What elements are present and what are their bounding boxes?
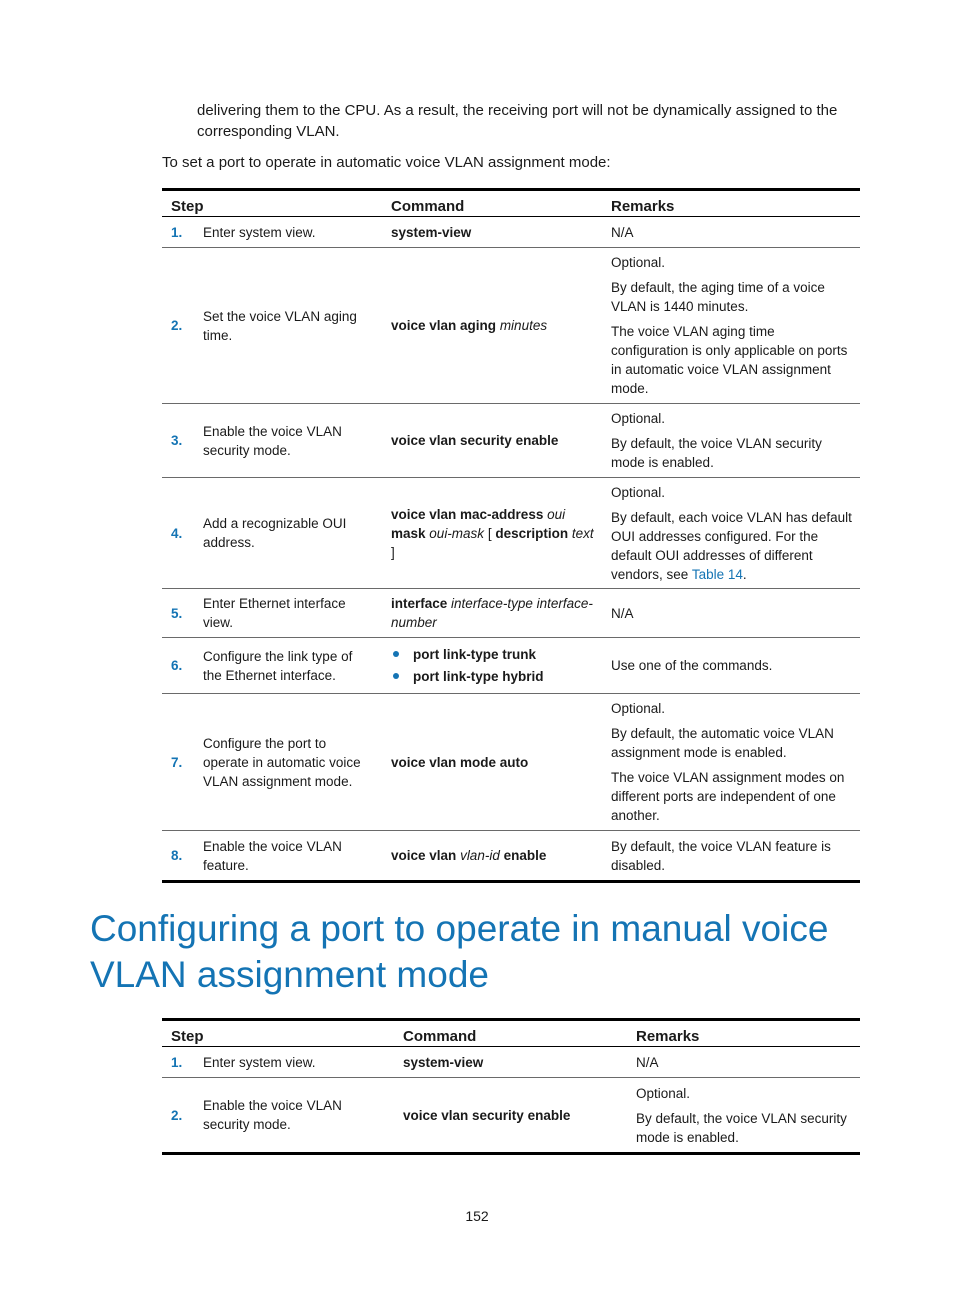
table-header-row — [162, 190, 860, 217]
step-description: Enter system view. — [203, 1054, 316, 1070]
table-row — [162, 638, 860, 694]
table-14-link[interactable]: Table 14 — [691, 566, 743, 582]
step-description: Enable the voice VLAN feature. — [203, 838, 342, 873]
step-description: Set the voice VLAN aging time. — [203, 308, 357, 343]
command-cell: voice vlan security enable — [391, 433, 559, 448]
continuation-paragraph: delivering them to the CPU. As a result, the receiving port will not be dynamically assigned to the corresponding VLAN. — [197, 102, 838, 140]
command-option: port link-type trunk — [391, 645, 594, 664]
command-cell: interface interface-type interface-number — [391, 596, 593, 630]
section-heading: Configuring a port to operate in manual voice VLAN assignment mode — [90, 908, 829, 995]
table-row — [162, 589, 860, 638]
remarks-cell: Optional. By default, the automatic voice VLAN assignment mode is enabled. The voice VLAN assignment modes on different ports are independent of one another. — [611, 701, 845, 823]
command-cell: voice vlan vlan-id enable — [391, 848, 547, 863]
remarks-cell: Optional. By default, each voice VLAN has default OUI addresses configured. For the default OUI addresses of different vendors, see Table 14. — [611, 484, 852, 582]
header-step: Step — [171, 198, 204, 215]
table-row — [162, 404, 860, 478]
step-number: 1. — [171, 1054, 183, 1070]
remarks-cell: N/A — [636, 1054, 659, 1070]
step-number: 5. — [171, 605, 183, 621]
step-number: 6. — [171, 658, 183, 673]
command-cell: voice vlan mode auto — [391, 754, 529, 770]
remarks-cell: By default, the voice VLAN feature is disabled. — [611, 838, 831, 873]
page-number: 152 — [465, 1208, 489, 1224]
automatic-mode-steps-table — [162, 188, 860, 883]
step-number: 8. — [171, 848, 183, 863]
step-description: Add a recognizable OUI address. — [203, 516, 347, 550]
remarks-cell: N/A — [611, 224, 634, 240]
table-row — [162, 1047, 860, 1078]
header-step: Step — [171, 1028, 204, 1045]
header-command: Command — [403, 1028, 477, 1045]
command-cell: voice vlan mac-address oui mask oui-mask [ description text ] — [391, 506, 594, 560]
remarks-cell: Optional. By default, the voice VLAN security mode is enabled. — [611, 411, 822, 470]
command-cell: system-view — [403, 1054, 484, 1070]
step-number: 7. — [171, 754, 183, 770]
step-description: Enable the voice VLAN security mode. — [203, 1098, 342, 1132]
table-row — [162, 248, 860, 404]
table-row — [162, 831, 860, 882]
step-number: 2. — [171, 1107, 183, 1123]
table-header-row — [162, 1020, 860, 1047]
header-command: Command — [391, 198, 465, 215]
step-number: 4. — [171, 525, 183, 541]
step-number: 1. — [171, 224, 183, 240]
remarks-cell: Optional. By default, the voice VLAN security mode is enabled. — [636, 1085, 847, 1145]
table-row — [162, 694, 860, 831]
step-number: 3. — [171, 433, 183, 448]
table-row — [162, 478, 860, 589]
table-row — [162, 1078, 860, 1154]
command-option: port link-type hybrid — [391, 667, 594, 686]
step-description: Configure the link type of the Ethernet interface. — [203, 648, 353, 683]
table-row — [162, 217, 860, 248]
command-cell — [382, 638, 602, 694]
remarks-cell: Optional. By default, the aging time of a voice VLAN is 1440 minutes. The voice VLAN aging time configuration is only applicable on ports in automatic voice VLAN assignment mode. — [611, 255, 848, 396]
lead-paragraph: To set a port to operate in automatic voice VLAN assignment mode: — [162, 154, 611, 171]
step-description: Enter Ethernet interface view. — [203, 596, 346, 630]
step-description: Enable the voice VLAN security mode. — [203, 423, 342, 458]
command-cell: voice vlan aging minutes — [391, 318, 548, 333]
remarks-cell: N/A — [611, 605, 634, 621]
manual-mode-steps-table — [162, 1018, 860, 1155]
command-cell: system-view — [391, 224, 472, 240]
remarks-cell: Use one of the commands. — [611, 658, 773, 673]
header-remarks: Remarks — [611, 198, 675, 215]
header-remarks: Remarks — [636, 1028, 700, 1045]
step-description: Configure the port to operate in automatic voice VLAN assignment mode. — [203, 735, 361, 789]
step-description: Enter system view. — [203, 224, 316, 240]
command-cell: voice vlan security enable — [403, 1107, 571, 1123]
step-number: 2. — [171, 318, 183, 333]
